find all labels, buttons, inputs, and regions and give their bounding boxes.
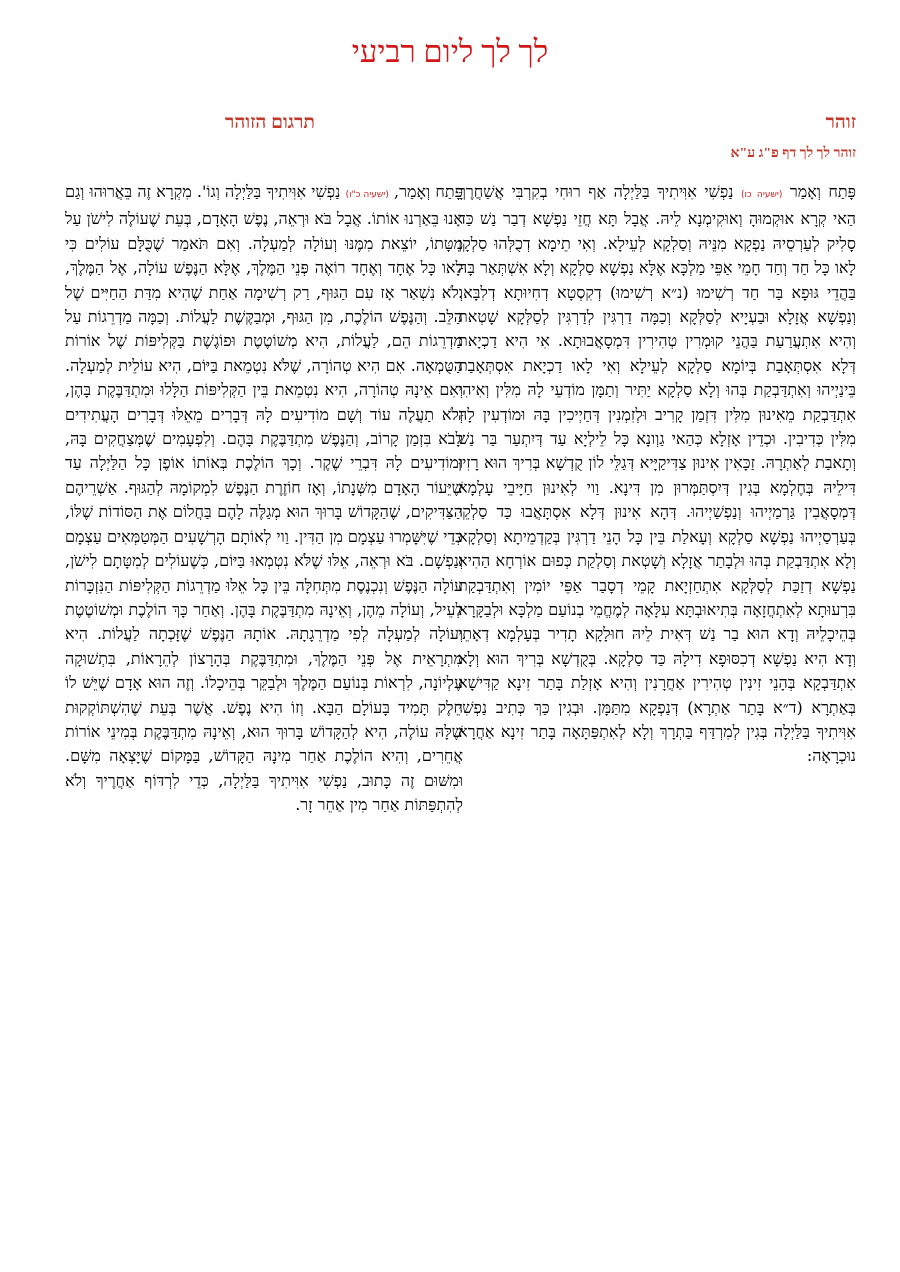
zohar-citation: (ישעיה כו) <box>740 190 783 200</box>
zohar-text-body: נַפְשִׁי אִוִּיתִיךָ בַּלַּיְלָה אַף רוּחִי בְקִרְבִּי אֲשַׁחֲרֶךָּ הַאי קְרָא אוּקְמוּהָ וְאוּקִימְנָא לֵיהּ. אֲבָל תָּא חֲזֵי נַפְשָׁא דְבַר נַשׁ כַּד סָלִיק לְעַרְסֵיהּ נַפְקָא מִנֵּיהּ וְסַלְקָא לְעֵילָא. וְאִי תֵימָא דְכֻלְּהוּ סַלְקָן לָאו כָּל חַד וְחַד חָמֵי אַפֵּי מַלְכָּא אֶלָּא נַפְשָׁא סַלְקָא וְלָא אִשְׁתְּאַר בָּהּ בַּהֲדֵי גּוּפָא בַּר חַד רְשִׁימוּ (נ״א רְשִׁימוּ) דְקִסְטָא דְחִיוּתָא דְלִבָּא. וְנַפְשָׁא אֲזָלָא וּבַעְיָיא לְסַלְּקָא וְכַמָּה דַרְגִּין לְדַרְגִּין לְסַלְּקָא שָׁטְאת וְהִיא אִתְעֲרַעַת בַּהֲנֵי קוּמְרִין טְהִירִין דִּמְסָאֲבוּתָא. אִי הִיא דַכְיָאת דְּלָא אִסְתְּאָבַת בְּיוֹמָא סַלְקָא לְעֵילָא וְאִי לָאו דַכְיָאת אִסְתְּאָבַת בֵּינַיְיהוּ וְאִתְדַּבְקַת בְּהוּ וְלָא סַלְקָא יַתִּיר וְתַמָּן מוֹדְעֵי לָהּ מִלִּין וְאִיהִי אִתְדַּבְקַת מֵאִינוּן מִלִּין דִּזְמַן קָרִיב וּלְזִמְנִין דְּחַיְיכִין בָּהּ וּמוֹדְעִין לָהּ מִלִּין כְּדִיבִין. וּכְדֵין אָזְלָא כְּהַאי גַוְונָא כָּל לֵילְיָא עַד דְּיִתְעַר בַּר נַשׁ וְתָאבַת לְאַתְרָהּ. זַכָּאִין אִינוּן צַדִּיקַיָּיא דְּגַלֵּי לוֹן קֻדְשָׁא בְּרִיךְ הוּא רָזִין דִּילֵיהּ בְּחֶלְמָא בְּגִין דְּיִסְתַּמְּרוּן מִן דִּינָא. וַוי לְאִינוּן חַיָּיבֵי עָלְמָא דְּמְסָאֲבִין גַּרְמַיְיהוּ וְנַפְשַׁיְיהוּ. דְּהָא אִינוּן דְּלָא אִסְתָּאֲבוּ כַּד סַלְקֵי בְּעַרְסַיְיהוּ נַפְשָׁא סַלְקָא וְעָאלַת בֵּין כָּל הָנֵי דַרְגִּין בְּקַדְמֵיתָא וְסַלְקָא וְלָא אִתְדַּבְקַת בְּהוּ וּלְבָתַר אֲזָלָא וְשָׁטְאת וְסַלְקַת כְּפוּם אוֹרְחָא הַהִיא נַפְשָׁא דְזַכַּת לְסַלְּקָא אִתְחַזְיָאת קָמֵי דְסָבַר אַפֵּי יוֹמִין וְאִתְדַּבְקַת בִּרְעוּתָא לְאִתְחֲזָאָה בְּתִיאוּבְתָּא עִלָּאָה לְמֶחֱמֵי בְנוֹעַם מַלְכָּא וּלְבַקָּרָא בְּהֵיכָלֵיהּ וְדָא הוּא בַר נַשׁ דְּאִית לֵיהּ חוּלָקָא תָדִיר בְּעָלְמָא דְאָתֵי וְדָא הִיא נַפְשָׁא דְכִסּוּפָא דִילָהּ כַּד סַלְקָא. בְּקֻדְשָׁא בְּרִיךְ הוּא וְלָא אִתְדַּבְקָא בְּהָנֵי זִינִין טְהִירִין אַחֲרָנִין וְהִיא אָזְלַת בָּתַר זִינָא קַדִּישָׁא בְּאַתְרָא (ד״א בָּתַר אַתְרָא) דְּנַפְקָא מִתַּמָּן. וּבְגִין כַּךְ כְּתִיב נַפְשִׁי אִוִּיתִיךָ בַּלַּיְלָה בְּגִין לְמִרְדַּף בַּתְרָךְ וְלָא לְאִתְפַּתָּאָה בָּתַר זִינָא אַחֲרָא נוּכְרָאָה: <box>458 182 856 766</box>
zohar-column-heading: זוהר <box>825 112 856 133</box>
source-reference: זוהר לך לך דף פ"ג ע"א <box>730 146 856 161</box>
translation-column-heading: תרגום הזוהר <box>224 112 315 133</box>
zohar-text-column <box>458 180 856 769</box>
translation-text-start: פָּתַח וְאָמַר, <box>394 182 463 201</box>
translation-text-column <box>65 180 463 818</box>
translation-citation: (ישעיה כ"ו) <box>345 190 389 200</box>
translation-text-body: נַפְשִׁי אִוִּיתִיךָ בַּלַּיְלָה וְגוֹ'. מִקְרָא זֶה בֵּאֲרוּהוּ וְגַם אָנוּ בֵּאַרְנוּ אוֹתוֹ. אֲבָל בֹּא וּרְאֵה, נֶפֶשׁ הָאָדָם, בְּעֵת שֶׁעוֹלֶה לִישֹׁן עַל מִטָּתוֹ, יוֹצֵאת מִמֶּנּוּ וְעוֹלָה לְמַעְלָה. וְאִם תֹּאמַר שֶׁכֻּלָּם עוֹלִים כִּי לָאו כָּל אֶחָד וְאֶחָד רוֹאֶה פְּנֵי הַמֶּלֶךְ, אֶלָּא הַנֶּפֶשׁ עוֹלָה, אֶל הַמֶּלֶךְ, וְלֹא נִשְׁאַר אָז עִם הַגּוּף, רַק רְשִׁימָה אַחַת שֶׁהִיא מִדַּת הַחַיִּים שֶׁל הַלֵּב. וְהַנֶּפֶשׁ הוֹלֶכֶת, מִן הַגּוּף, וּמְבַקֶּשֶׁת לַעֲלוֹת. וְכַמָּה מַדְרֵגוֹת עַל מַדְרֵגוֹת הֵם, לַעֲלוֹת, הִיא מְשׁוֹטֶטֶת וּפוֹגֶשֶׁת בַּקְּלִיפּוֹת שֶׁל אוֹרוֹת הַטֻּמְאָה. אִם הִיא טְהוֹרָה, שֶׁלֹּא נִטְמֵאת בַּיּוֹם, הִיא עוֹלֵית לְמַעְלָה. וְאִם אֵינָהּ טְהוֹרָה, הִיא נִטְמֵאת בֵּין הַקְּלִיפּוֹת הַלָּלוּ וּמִתְדַּבֶּקֶת בָּהֶן, וְלֹא תַעֲלֶה עוֹד וְשָׁם מוֹדִיעִים לָהּ דְּבָרִים מֵאֵלּוּ דְּבָרִים הָעֲתִידִים לָבֹא בִּזְמַן קָרוֹב, וְהַנֶּפֶשׁ מִתְדַּבֶּקֶת בָּהֶם. וְלִפְעָמִים שֶׁמְּצַחֲקִים בָּהּ, וּמוֹדִיעִים לָהּ דִּבְרֵי שֶׁקֶר. וְכָךְ הוֹלֶכֶת בְּאוֹתוֹ אוֹפֶן כָּל הַלַּיְלָה עַד שֶׁיֵּעוֹר הָאָדָם מִשְּׁנָתוֹ, וְאָז חוֹזֶרֶת הַנֶּפֶשׁ לִמְקוֹמָהּ לְהַגּוּף. אַשְׁרֵיהֶם הַצַּדִּיקִים, שֶׁהַקָּדוֹשׁ בָּרוּךְ הוּא מְגַלֶּה לָהֶם בַּחֲלוֹם אֶת הַסּוֹדוֹת שֶׁלּוֹ, כְּדֵי שֶׁיִּשָּׁמְרוּ עַצְמָם מִן הַדִּין. וַוי לְאוֹתָם הָרְשָׁעִים הַמְּטַמְּאִים עַצְמָם וְנַפְשָׁם. בֹּא וּרְאֵה, אֵלּוּ שֶׁלֹּא נִטְמְאוּ בַּיּוֹם, כְּשֶׁעוֹלִים לְמִטָּתָם לִישֹׁן, עוֹלָה הַנֶּפֶשׁ וְנִכְנֶסֶת מִתְּחִלָּה בֵּין כָּל אֵלּוּ מַדְרֵגוֹת הַקְּלִיפּוֹת הַנִּזְכָּרוֹת לְעֵיל, וְעוֹלָה מֵהֶן, וְאֵינָהּ מִתְדַּבֶּקֶת בָּהֶן. וְאַחַר כָּךְ הוֹלֶכֶת וּמְשׁוֹטֶטֶת וְעוֹלָה לְמַעְלָה לְפִי מַדְרֵגָתָהּ. אוֹתָהּ הַנֶּפֶשׁ שֶׁזָּכְתָה לַעֲלוֹת. הִיא מִתְרָאֵית אֶל פְּנֵי הַמֶּלֶךְ, וּמִתְדַּבֶּקֶת בְּהָרָצוֹן לְהֵרָאוֹת, בִּתְשׁוּקָה עֶלְיוֹנָה, לִרְאוֹת בְּנוֹעַם הַמֶּלֶךְ וּלְבַקֵּר בְּהֵיכָלוֹ. וְזֶה הוּא אָדָם שֶׁיֵּשׁ לוֹ חֵלֶק תָּמִיד בָּעוֹלָם הַבָּא. וְזוֹ הִיא נֶפֶשׁ. אֲשֶׁר בְּעֵת שֶׁהִשְׁתּוֹקְקוּת שֶׁלָּהּ עוֹלֶה, הִיא לְהַקָּדוֹשׁ בָּרוּךְ הוּא, וְאֵינָהּ מִתְדַּבֶּקֶת בְּמִינֵי אוֹרוֹת אֲחֵרִים, וְהִיא הוֹלֶכֶת אַחַר מִינָהּ הַקָּדוֹשׁ, בַּמָּקוֹם שֶׁיָּצְאָה מִשָּׁם. וּמִשּׁוּם זֶה כָּתוּב, נַפְשִׁי אִוִּיתִיךָ בַּלַּיְלָה, כְּדֵי לִרְדּוֹף אַחֲרֶיךָ וְלֹא לְהִתְפַּתּוֹת אַחַר מִין אַחֵר זָר. <box>65 182 464 815</box>
zohar-text-start: פָּתַח וְאָמַר <box>789 182 856 201</box>
page-title: לך לך ליום רביעי <box>351 34 549 69</box>
